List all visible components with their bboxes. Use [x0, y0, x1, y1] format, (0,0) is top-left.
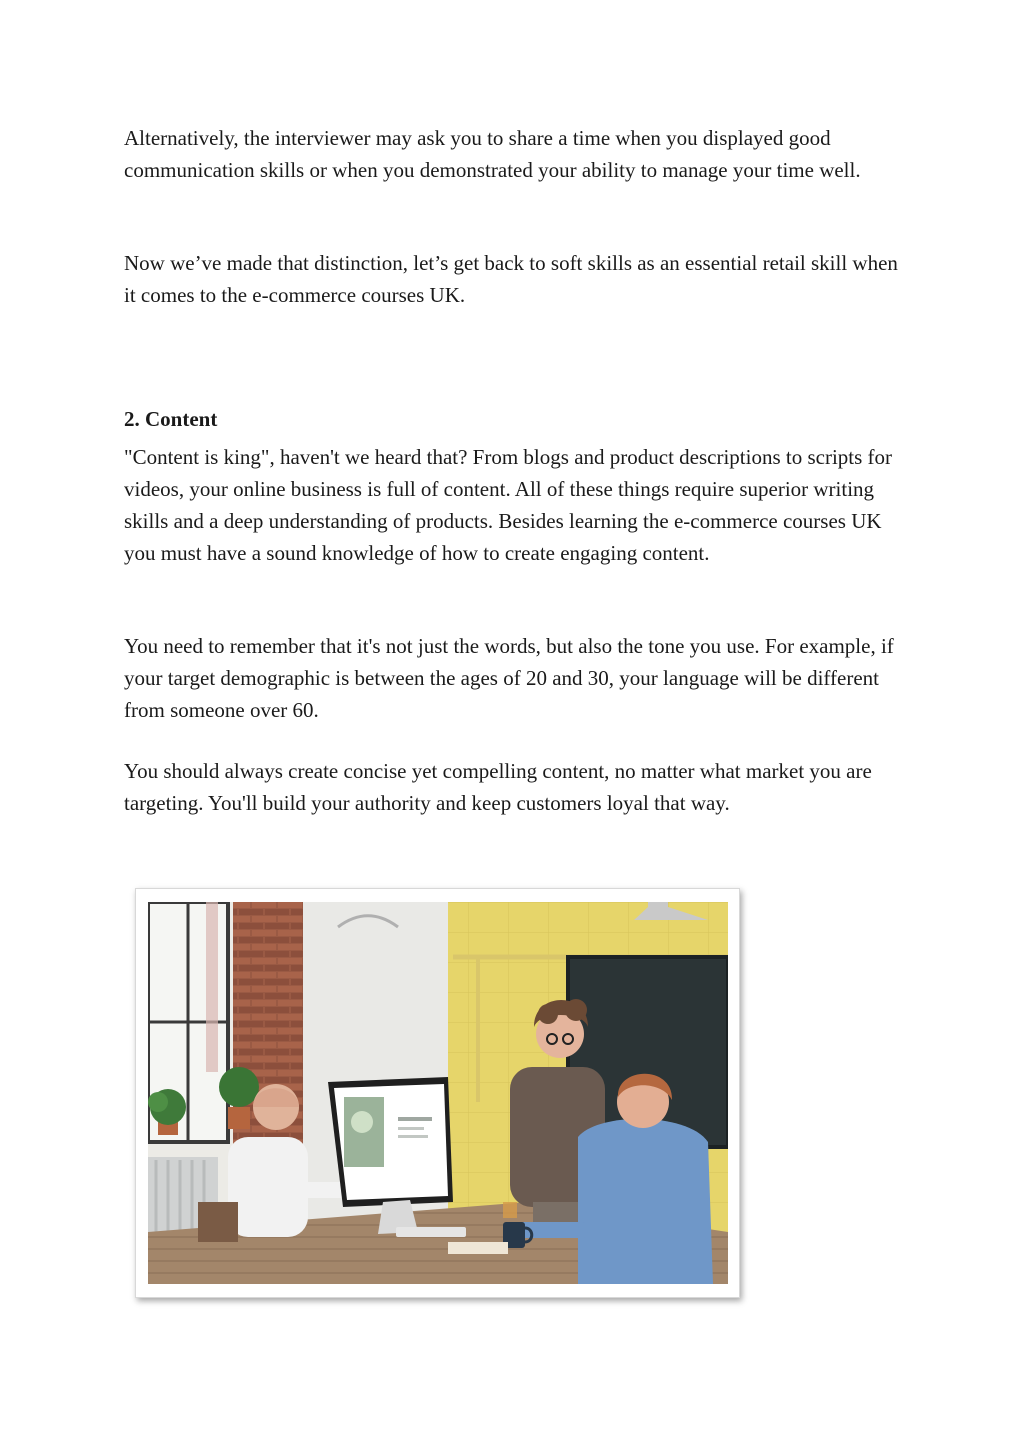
section-heading-content: 2. Content	[124, 407, 218, 431]
paragraph-concise-content: You should always create concise yet compelling content, no matter what market you are targeting. You'll build your authority and keep customers loyal that way.	[124, 759, 872, 815]
paragraph-tone: You need to remember that it's not just the words, but also the tone you use. For example, if your target demographic is between the ages of 20 and 30, your language will be different from someone over 60.	[124, 634, 894, 722]
paragraph-distinction: Now we’ve made that distinction, let’s get back to soft skills as an essential retail skill when it comes to the e-commerce courses UK.	[124, 251, 898, 307]
figure-frame	[135, 888, 740, 1298]
paragraph-content-is-king: "Content is king", haven't we heard that? From blogs and product descriptions to scripts for videos, your online business is full of content. All of these things require superior writing skills and a deep understanding of products. Besides learning the e-commerce courses UK you must have a sound knowledge of how to create engaging content.	[124, 445, 893, 565]
office-meeting-photo	[148, 902, 728, 1284]
paragraph-intro-interviewer: Alternatively, the interviewer may ask you to share a time when you displayed good communication skills or when you demonstrated your ability to manage your time well.	[124, 126, 861, 182]
